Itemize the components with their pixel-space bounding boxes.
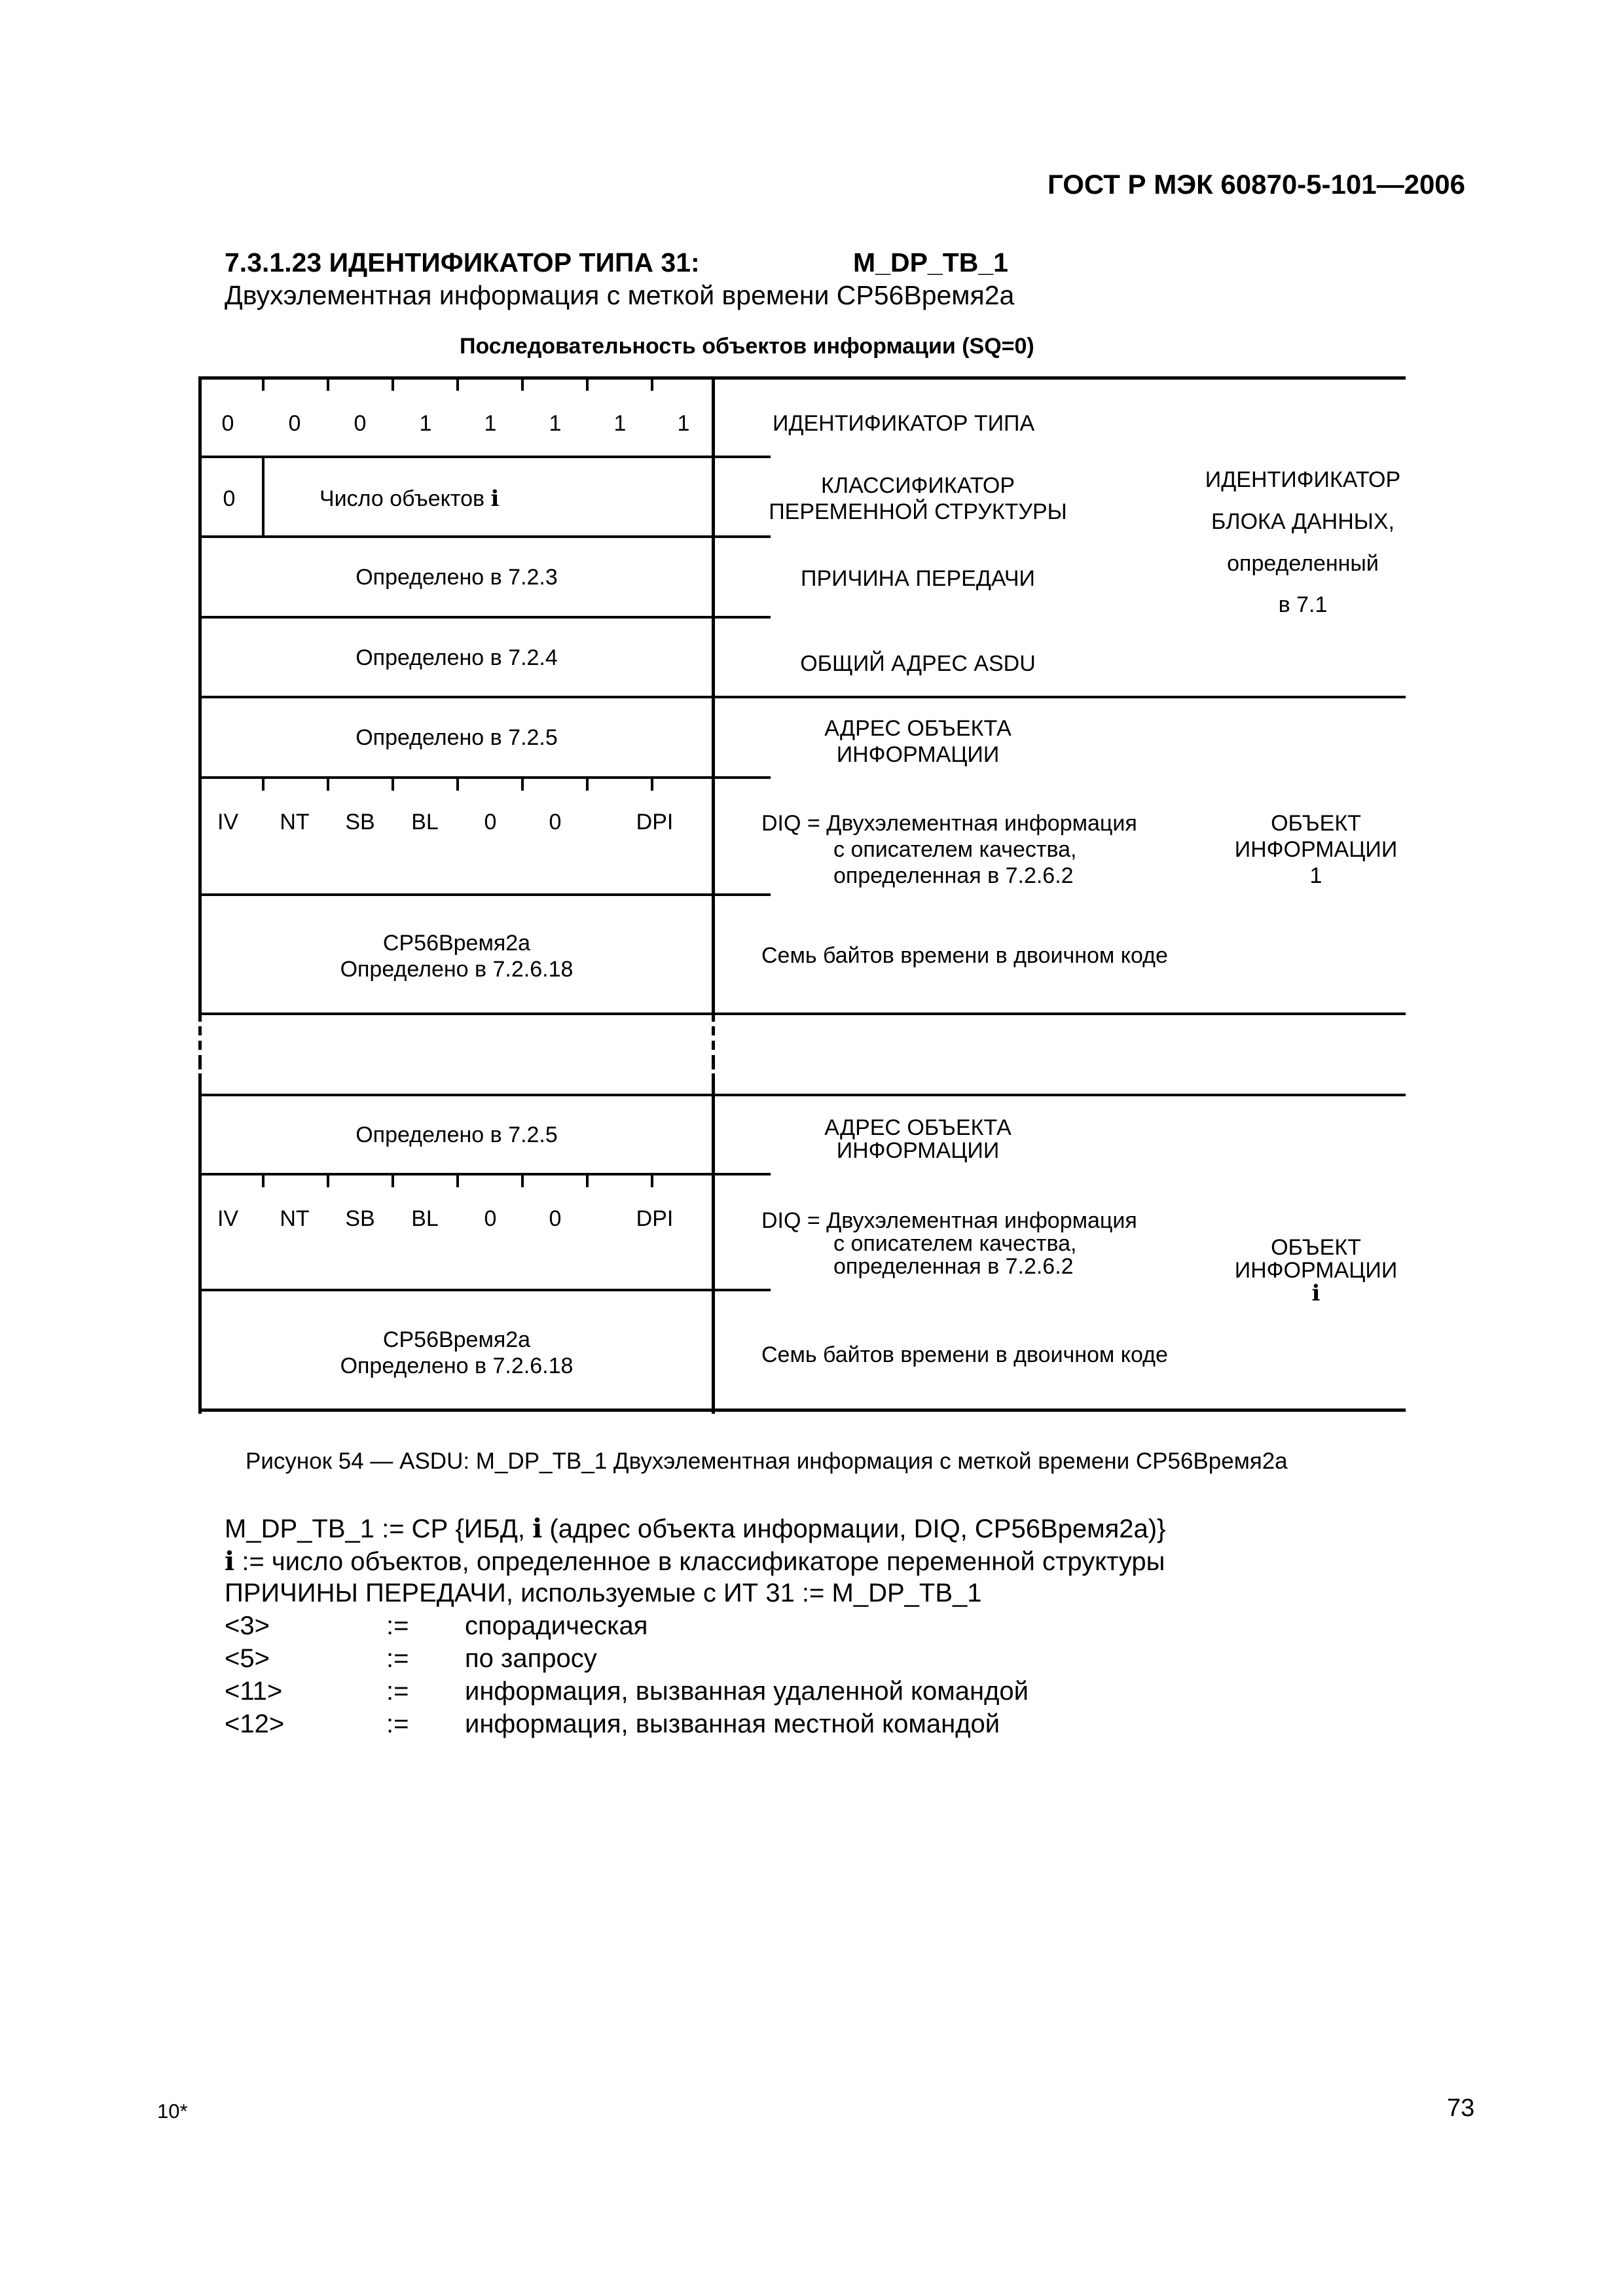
diq-bit: 0 xyxy=(484,810,497,834)
cause-text: информация, вызванная местной командой xyxy=(465,1710,1000,1738)
objecti-label-1: ОБЪЕКТ xyxy=(1271,1235,1361,1260)
object1-label-2: ИНФОРМАЦИИ xyxy=(1234,837,1398,862)
bit-cell: 1 xyxy=(419,411,432,436)
diq1-description-3: определенная в 7.2.6.2 xyxy=(833,863,1074,888)
diq-bit: NT xyxy=(280,810,310,834)
def-line1-post: (адрес объекта информации, DIQ, СР56Время2а)} xyxy=(549,1515,1166,1543)
vsq-label-text: Число объектов xyxy=(319,486,485,511)
cause-code: <3> xyxy=(225,1611,270,1640)
diq-bit: NT xyxy=(280,1206,310,1231)
figure-caption: Рисунок 54 — ASDU: M_DP_TB_1 Двухэлементная информация с меткой времени СР56Время2а xyxy=(246,1448,1288,1474)
dui-label-2: БЛОКА ДАННЫХ, xyxy=(1211,509,1395,534)
section-code: M_DP_TB_1 xyxy=(853,247,1008,278)
page-number: 73 xyxy=(1447,2094,1475,2122)
time-label-1: СР56Время2а xyxy=(382,931,531,956)
cause-text: спорадическая xyxy=(465,1611,648,1640)
vsq-description-1: КЛАССИФИКАТОР xyxy=(820,473,1015,498)
dui-label-4: в 7.1 xyxy=(1278,592,1328,617)
diq-bit: IV xyxy=(217,810,239,834)
dui-label-1: ИДЕНТИФИКАТОР xyxy=(1205,467,1401,492)
vsq-i: i xyxy=(490,486,500,512)
diq-bit: 0 xyxy=(484,1206,497,1231)
cot-description: ПРИЧИНА ПЕРЕДАЧИ xyxy=(801,566,1035,591)
ioa1-definition: Определено в 7.2.5 xyxy=(356,725,558,750)
cause-code: <5> xyxy=(225,1644,270,1673)
bit-cell: 1 xyxy=(549,411,562,436)
object1-label-1: ОБЪЕКТ xyxy=(1271,811,1361,836)
bit-cell: 1 xyxy=(677,411,690,436)
diq2-description-1: DIQ = Двухэлементная информация xyxy=(761,1208,1137,1233)
diq1-description-2: с описателем качества, xyxy=(833,837,1077,862)
diq-bit: BL xyxy=(411,1206,439,1231)
diq1-description-1: DIQ = Двухэлементная информация xyxy=(761,811,1137,836)
cause-code: <12> xyxy=(225,1710,285,1738)
cause-op: := xyxy=(386,1677,409,1706)
def-line2-post: := число объектов, определенное в классификаторе переменной структуры xyxy=(242,1547,1165,1576)
section-subtitle: Двухэлементная информация с меткой времени СР56Время2а xyxy=(225,280,1015,310)
diq-bit: BL xyxy=(411,810,439,834)
ca-description: ОБЩИЙ АДРЕС ASDU xyxy=(800,651,1036,676)
cot-definition: Определено в 7.2.3 xyxy=(356,565,558,590)
cause-op: := xyxy=(386,1644,409,1673)
diq-bit: SB xyxy=(345,1206,375,1231)
diq-bit: IV xyxy=(217,1206,239,1231)
time-def-2: Определено в 7.2.6.18 xyxy=(340,1354,574,1378)
vsq-label xyxy=(319,486,499,512)
def-line1-i: i xyxy=(532,1513,543,1544)
vsq-description-2: ПЕРЕМЕННОЙ СТРУКТУРЫ xyxy=(769,499,1067,524)
time1-description: Семь байтов времени в двоичном коде xyxy=(761,943,1168,968)
vsq-sq-bit: 0 xyxy=(223,486,236,511)
dui-label-3: определенный xyxy=(1227,551,1379,576)
ioa2-description-1: АДРЕС ОБЪЕКТА xyxy=(824,1115,1012,1140)
bit-cell: 1 xyxy=(484,411,497,436)
signature-mark: 10* xyxy=(157,2100,188,2123)
cause-text: информация, вызванная удаленной командой xyxy=(465,1677,1029,1706)
definition-line-2 xyxy=(225,1546,1165,1577)
ioa2-description-2: ИНФОРМАЦИИ xyxy=(836,1138,1000,1163)
cause-op: := xyxy=(386,1710,409,1738)
type-id-description: ИДЕНТИФИКАТОР ТИПА xyxy=(773,411,1035,436)
standard-header: ГОСТ Р МЭК 60870-5-101—2006 xyxy=(1048,169,1466,200)
definition-line-3: ПРИЧИНЫ ПЕРЕДАЧИ, используемые с ИТ 31 := M_DP_TB_1 xyxy=(225,1579,982,1607)
object1-label-3: 1 xyxy=(1309,863,1322,888)
time-label-2: СР56Время2а xyxy=(382,1327,531,1352)
cause-op: := xyxy=(386,1611,409,1640)
diq-bit: SB xyxy=(345,810,375,834)
def-line2-i: i xyxy=(225,1546,235,1577)
time-def-1: Определено в 7.2.6.18 xyxy=(340,957,574,982)
time2-description: Семь байтов времени в двоичном коде xyxy=(761,1342,1168,1367)
diq-bit: DPI xyxy=(636,1206,674,1231)
objecti-label-3: i xyxy=(1311,1280,1321,1306)
bit-cell: 1 xyxy=(613,411,627,436)
objecti-label-2: ИНФОРМАЦИИ xyxy=(1234,1258,1398,1283)
diq2-description-3: определенная в 7.2.6.2 xyxy=(833,1254,1074,1279)
cause-text: по запросу xyxy=(465,1644,597,1673)
ca-definition: Определено в 7.2.4 xyxy=(356,645,558,670)
ioa1-description-2: ИНФОРМАЦИИ xyxy=(836,742,1000,767)
definition-line-1 xyxy=(225,1513,1165,1544)
bit-cell: 0 xyxy=(288,411,301,436)
def-line1-pre: M_DP_TB_1 := СР {ИБД, xyxy=(225,1515,525,1543)
bit-cell: 0 xyxy=(221,411,234,436)
diq-bit: DPI xyxy=(636,810,674,834)
cause-code: <11> xyxy=(225,1677,283,1706)
diagram-title: Последовательность объектов информации (SQ=0) xyxy=(460,334,1034,359)
diq-bit: 0 xyxy=(549,1206,562,1231)
ioa2-definition: Определено в 7.2.5 xyxy=(356,1122,558,1147)
section-title: 7.3.1.23 ИДЕНТИФИКАТОР ТИПА 31: xyxy=(225,247,700,278)
diq-bit: 0 xyxy=(549,810,562,834)
diq2-description-2: с описателем качества, xyxy=(833,1231,1077,1256)
ioa1-description-1: АДРЕС ОБЪЕКТА xyxy=(824,716,1012,741)
bit-cell: 0 xyxy=(354,411,367,436)
